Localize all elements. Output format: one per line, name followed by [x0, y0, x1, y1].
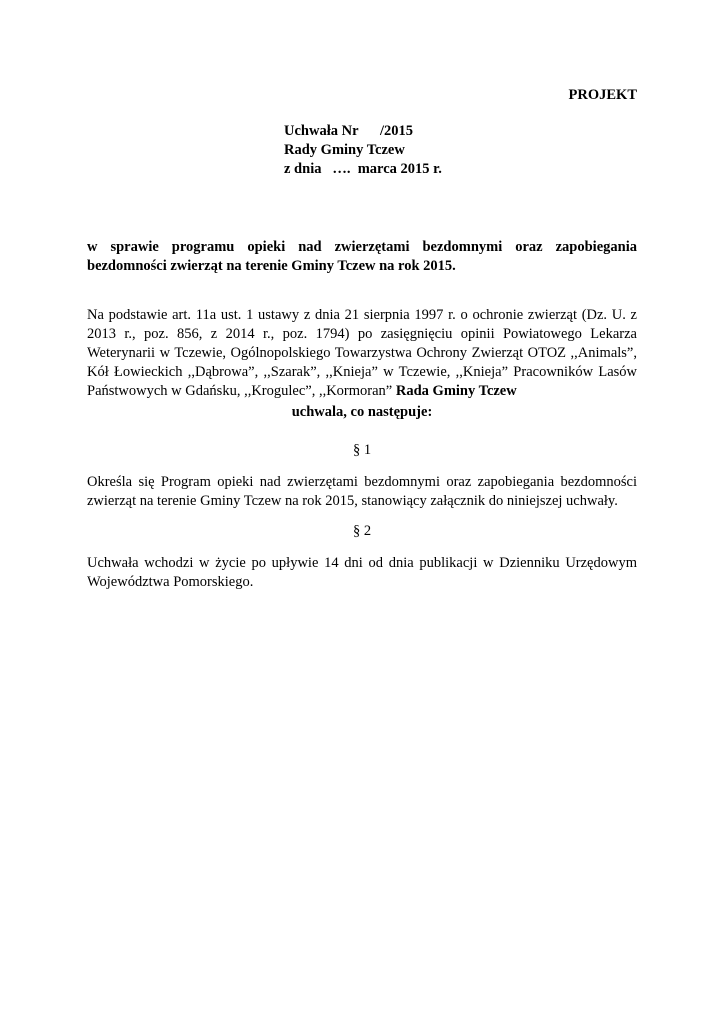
resolution-date: z dnia …. marca 2015 r. [284, 161, 442, 177]
resolution-subject: w sprawie programu opieki nad zwierzętami bezdomnymi oraz zapobiegania bezdomności zwierząt na terenie Gminy Tczew na rok 2015. [87, 239, 637, 274]
resolution-number: Uchwała Nr /2015 [284, 123, 414, 139]
section-1-text: Określa się Program opieki nad zwierzętami bezdomnymi oraz zapobiegania bezdomności zwierząt na terenie Gminy Tczew na rok 2015, stanowiący załącznik do niniejszej uchwały. [87, 474, 637, 509]
section-1-mark: § 1 [352, 442, 372, 458]
council-signatory: Rada Gminy Tczew [395, 383, 517, 399]
section-2-text: Uchwała wchodzi w życie po upływie 14 dni od dnia publikacji w Dzienniku Urzędowym Województwa Pomorskiego. [87, 555, 637, 590]
section-2-mark: § 2 [352, 523, 372, 539]
status-label: PROJEKT [568, 87, 637, 103]
legal-basis-text: Na podstawie art. 11a ust. 1 ustawy z dnia 21 sierpnia 1997 r. o ochronie zwierząt (Dz. U. z 2013 r., poz. 856, z 2014 r., poz. 1794) po zasięgnięciu opinii Powiatowego Lekarza Weterynarii w Tczewie, Ogólnopolskiego Towarzystwa Ochrony Zwierząt OTOZ ,,Animals”, Kół Łowieckich ,,Dąbrowa”, ,,Szarak”, ,,Knieja” w Tczewie, ,,Knieja” Pracowników Lasów Państwowych w Gdańsku, ,,Krogulec”, ,,Kormoran” [87, 307, 637, 399]
resolves-heading: uchwala, co następuje: [291, 404, 433, 420]
resolution-header [284, 122, 442, 179]
legal-basis-paragraph [87, 306, 637, 401]
council-name: Rady Gminy Tczew [284, 142, 405, 158]
